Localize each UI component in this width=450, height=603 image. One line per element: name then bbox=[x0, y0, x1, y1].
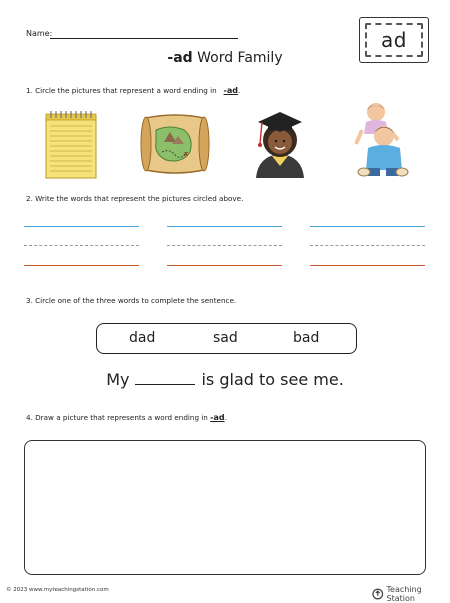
top-guide-line bbox=[24, 226, 139, 227]
svg-text:x: x bbox=[184, 150, 189, 158]
base-guide-line bbox=[167, 265, 282, 266]
word-choice-dad[interactable]: dad bbox=[129, 330, 156, 346]
section4-ending: -ad bbox=[210, 413, 225, 422]
teaching-station-logo-icon bbox=[372, 588, 384, 600]
title-ending: -ad bbox=[167, 50, 193, 66]
section4-instruction bbox=[26, 413, 227, 422]
section1-instruction bbox=[26, 86, 240, 95]
section2-instruction: 2. Write the words that represent the pictures circled above. bbox=[26, 194, 244, 203]
mid-guide-line bbox=[310, 245, 425, 246]
section3-instruction: 3. Circle one of the three words to complete the sentence. bbox=[26, 296, 237, 305]
name-label: Name: bbox=[26, 29, 53, 38]
drawing-area[interactable] bbox=[24, 440, 426, 575]
section4-punct: . bbox=[224, 413, 227, 422]
sentence-blank[interactable] bbox=[135, 374, 195, 385]
badge-text: ad bbox=[365, 23, 423, 57]
writing-lines-3[interactable] bbox=[310, 222, 425, 272]
dad-and-kid-picture[interactable] bbox=[352, 100, 412, 186]
brand-name: Teaching Station bbox=[386, 585, 422, 603]
sentence bbox=[0, 370, 450, 389]
word-family-badge bbox=[359, 17, 429, 63]
section1-punct: . bbox=[237, 86, 241, 95]
word-choice-box bbox=[96, 323, 357, 354]
section1-ending: -ad bbox=[223, 86, 238, 95]
word-choice-sad[interactable]: sad bbox=[213, 330, 238, 346]
title-rest: Word Family bbox=[192, 50, 283, 66]
copyright-text: © 2023 www.myteachingstation.com bbox=[6, 587, 109, 593]
notepad-picture[interactable] bbox=[44, 110, 100, 184]
brand-logo bbox=[372, 585, 450, 603]
word-choice-bad[interactable]: bad bbox=[293, 330, 320, 346]
base-guide-line bbox=[310, 265, 425, 266]
top-guide-line bbox=[167, 226, 282, 227]
top-guide-line bbox=[310, 226, 425, 227]
section4-instruction-text: 4. Draw a picture that represents a word ending in bbox=[26, 413, 208, 422]
section1-instruction-text: 1. Circle the pictures that represent a word ending in bbox=[26, 86, 217, 95]
name-field-line[interactable] bbox=[50, 38, 238, 39]
writing-lines-1[interactable] bbox=[24, 222, 139, 272]
sentence-start: My bbox=[106, 370, 130, 389]
sentence-end: is glad to see me. bbox=[201, 370, 344, 389]
mid-guide-line bbox=[24, 245, 139, 246]
writing-lines-2[interactable] bbox=[167, 222, 282, 272]
graduate-picture[interactable] bbox=[248, 104, 312, 182]
map-picture[interactable] bbox=[140, 112, 210, 182]
mid-guide-line bbox=[167, 245, 282, 246]
base-guide-line bbox=[24, 265, 139, 266]
